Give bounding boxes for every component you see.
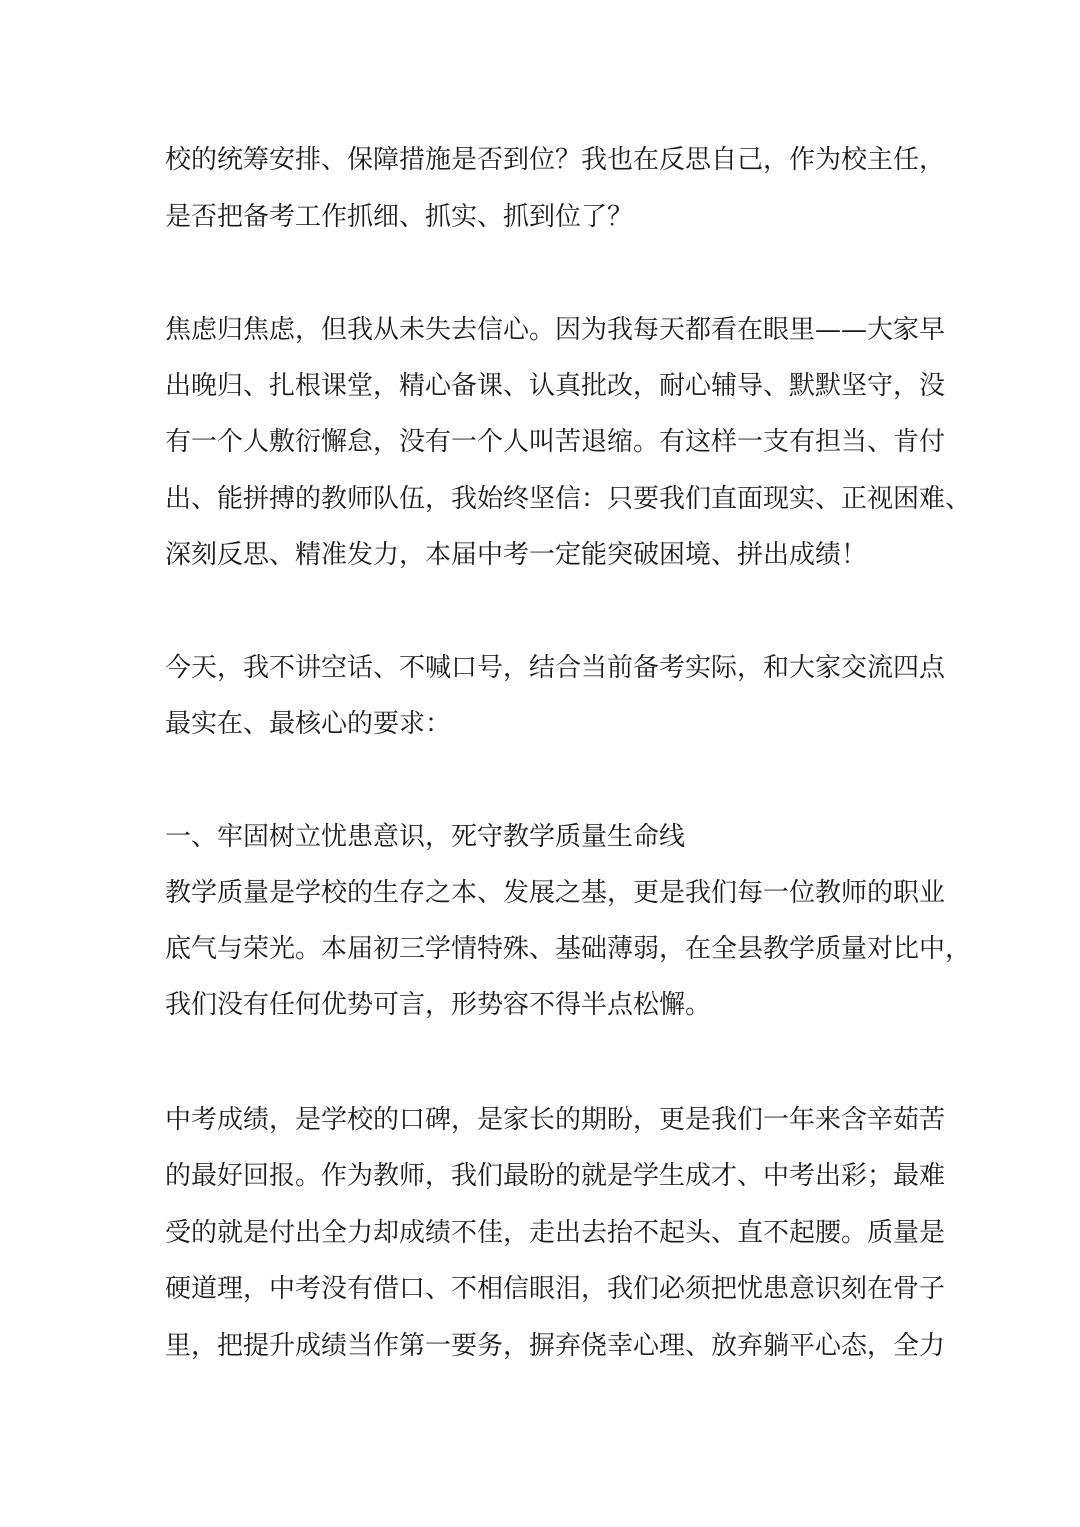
paragraph-1-line-1: 校的统筹安排、保障措施是否到位？我也在反思自己，作为校主任， (165, 145, 946, 175)
paragraph-2-line-5: 深刻反思、精准发力，本届中考一定能突破困境、拼出成绩！ (165, 540, 868, 570)
paragraph-5-line-5: 里，把提升成绩当作第一要务，摒弃侥幸心理、放弃躺平心态，全力 (165, 1331, 946, 1361)
paragraph-2-line-3: 有一个人敷衍懈怠，没有一个人叫苦退缩。有这样一支有担当、肯付 (165, 427, 946, 457)
paragraph-4-line-2: 底气与荣光。本届初三学情特殊、基础薄弱，在全县教学质量对比中， (165, 934, 972, 964)
paragraph-5-line-2: 的最好回报。作为教师，我们最盼的就是学生成才、中考出彩；最难 (165, 1161, 946, 1191)
section-heading: 一、牢固树立忧患意识，死守教学质量生命线 (165, 822, 686, 852)
paragraph-3-line-2: 最实在、最核心的要求： (165, 709, 452, 739)
paragraph-5-line-3: 受的就是付出全力却成绩不佳，走出去抬不起头、直不起腰。质量是 (165, 1218, 946, 1248)
paragraph-4-line-3: 我们没有任何优势可言，形势容不得半点松懈。 (165, 990, 712, 1020)
paragraph-2-line-1: 焦虑归焦虑，但我从未失去信心。因为我每天都看在眼里——大家早 (165, 315, 946, 345)
paragraph-5-line-4: 硬道理，中考没有借口、不相信眼泪，我们必须把忧患意识刻在骨子 (165, 1274, 946, 1304)
paragraph-1-line-2: 是否把备考工作抓细、抓实、抓到位了？ (165, 202, 634, 232)
paragraph-3-line-1: 今天，我不讲空话、不喊口号，结合当前备考实际，和大家交流四点 (165, 653, 946, 683)
paragraph-4-line-1: 教学质量是学校的生存之本、发展之基，更是我们每一位教师的职业 (165, 878, 946, 908)
paragraph-5-line-1: 中考成绩，是学校的口碑，是家长的期盼，更是我们一年来含辛茹苦 (165, 1105, 946, 1135)
paragraph-2-line-2: 出晚归、扎根课堂，精心备课、认真批改，耐心辅导、默默坚守，没 (165, 371, 946, 401)
paragraph-2-line-4: 出、能拼搏的教师队伍，我始终坚信：只要我们直面现实、正视困难、 (165, 484, 972, 514)
